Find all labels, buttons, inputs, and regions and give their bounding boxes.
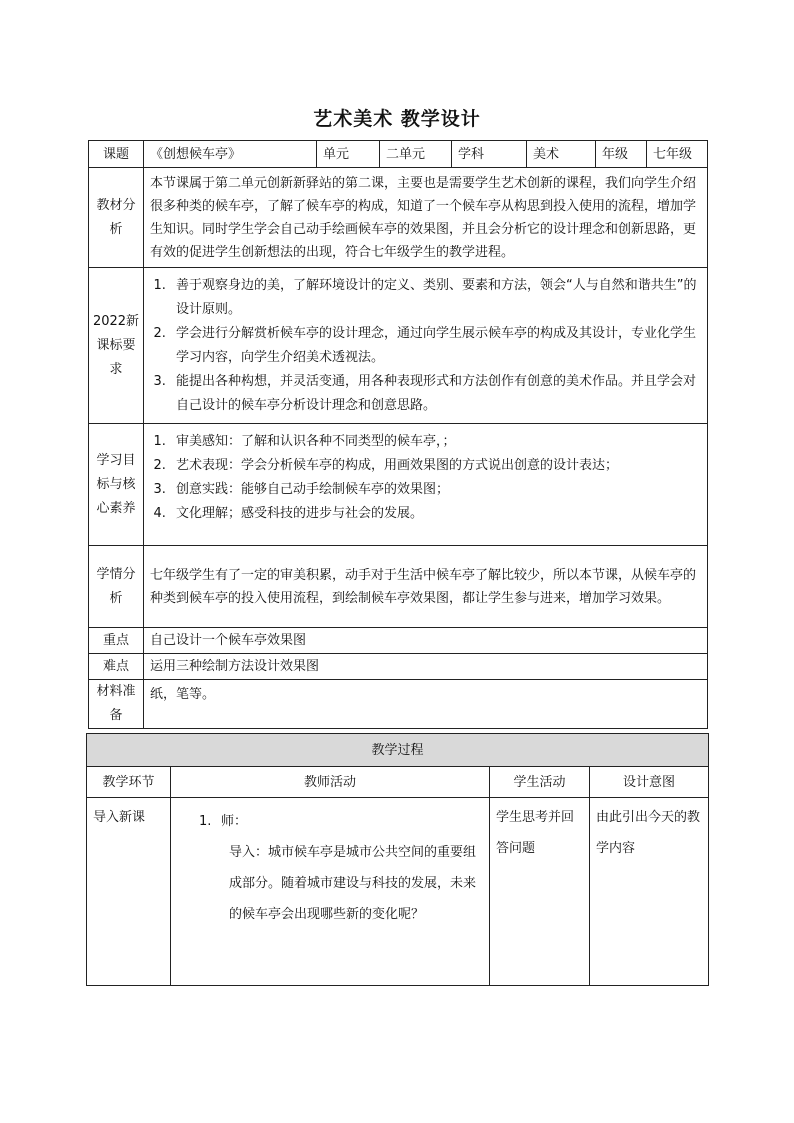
- difficulty-label: 难点: [89, 654, 144, 680]
- subject-value: 美术: [527, 141, 596, 168]
- student-activity-cell: 学生思考并回答问题: [490, 798, 590, 986]
- page-title: 艺术美术 教学设计: [313, 108, 481, 130]
- objectives-content: [144, 424, 708, 546]
- key-point-text: 自己设计一个候车亭效果图: [144, 628, 708, 654]
- materials-text: 纸，笔等。: [144, 680, 708, 729]
- subject-label: 学科: [452, 141, 527, 168]
- teacher-item-number: 1.: [199, 814, 212, 829]
- course-value: 《创想候车亭》: [144, 141, 317, 168]
- key-point-label: 重点: [89, 628, 144, 654]
- standards-item: 1. 善于观察身边的美，了解环境设计的定义、类别、要素和方法，领会“人与自然和谐共生”的设计原则。: [170, 274, 701, 322]
- material-analysis-text: 本节课属于第二单元创新新驿站的第二课，主要也是需要学生艺术创新的课程，我们向学生介绍很多种类的候车亭，了解了候车亭的构成，知道了一个候车亭从构思到投入使用的流程，增加学生知识。同时学生学会自己动手绘画候车亭的效果图，并且会分析它的设计理念和创新思路，更有效的促进学生创新想法的出现，符合七年级学生的教学进程。: [144, 168, 708, 268]
- student-analysis-text: 七年级学生有了一定的审美积累，动手对于生活中候车亭了解比较少，所以本节课，从候车亭的种类到候车亭的投入使用流程，到绘制候车亭效果图，都让学生参与进来，增加学习效果。: [144, 546, 708, 628]
- material-analysis-label: 教材分析: [89, 168, 144, 268]
- standards-item: 3. 能提出各种构想，并灵活变通，用各种表现形式和方法创作有创意的美术作品。并且学会对自己设计的候车亭分析设计理念和创意思路。: [170, 370, 701, 418]
- teacher-item-title: 师：: [221, 814, 248, 829]
- materials-label: 材料准备: [89, 680, 144, 729]
- difficulty-text: 运用三种绘制方法设计效果图: [144, 654, 708, 680]
- student-analysis-label: 学情分析: [89, 546, 144, 628]
- unit-label: 单元: [317, 141, 380, 168]
- objective-item: 1. 审美感知：了解和认识各种不同类型的候车亭，；: [170, 430, 701, 454]
- column-header-student: 学生活动: [490, 767, 590, 798]
- objectives-label: 学习目标与核心素养: [89, 424, 144, 546]
- design-intent-cell: 由此引出今天的教学内容: [590, 798, 709, 986]
- column-header-teacher: 教师活动: [171, 767, 490, 798]
- unit-value: 二单元: [380, 141, 452, 168]
- stage-cell: 导入新课: [87, 798, 171, 986]
- course-label: 课题: [89, 141, 144, 168]
- objective-item: 2. 艺术表现：学会分析候车亭的构成，用画效果图的方式说出创意的设计表达；: [170, 454, 701, 478]
- grade-label: 年级: [596, 141, 647, 168]
- column-header-stage: 教学环节: [87, 767, 171, 798]
- teacher-item-text: 导入：城市候车亭是城市公共空间的重要组成部分。随着城市建设与科技的发展，未来的候车亭会出现哪些新的变化呢？: [229, 845, 477, 922]
- info-table: [88, 140, 708, 729]
- standards-content: [144, 268, 708, 424]
- process-header: 教学过程: [87, 734, 709, 767]
- objective-item: 3. 创意实践：能够自己动手绘制候车亭的效果图；: [170, 478, 701, 502]
- column-header-intent: 设计意图: [590, 767, 709, 798]
- grade-value: 七年级: [647, 141, 708, 168]
- standards-item: 2. 学会进行分解赏析候车亭的设计理念，通过向学生展示候车亭的构成及其设计，专业化学生学习内容，向学生介绍美术透视法。: [170, 322, 701, 370]
- teacher-activity-cell: [171, 798, 490, 986]
- objective-item: 4. 文化理解；感受科技的进步与社会的发展。: [170, 502, 701, 526]
- standards-label: 2022新课标要求: [89, 268, 144, 424]
- process-table: [86, 733, 709, 986]
